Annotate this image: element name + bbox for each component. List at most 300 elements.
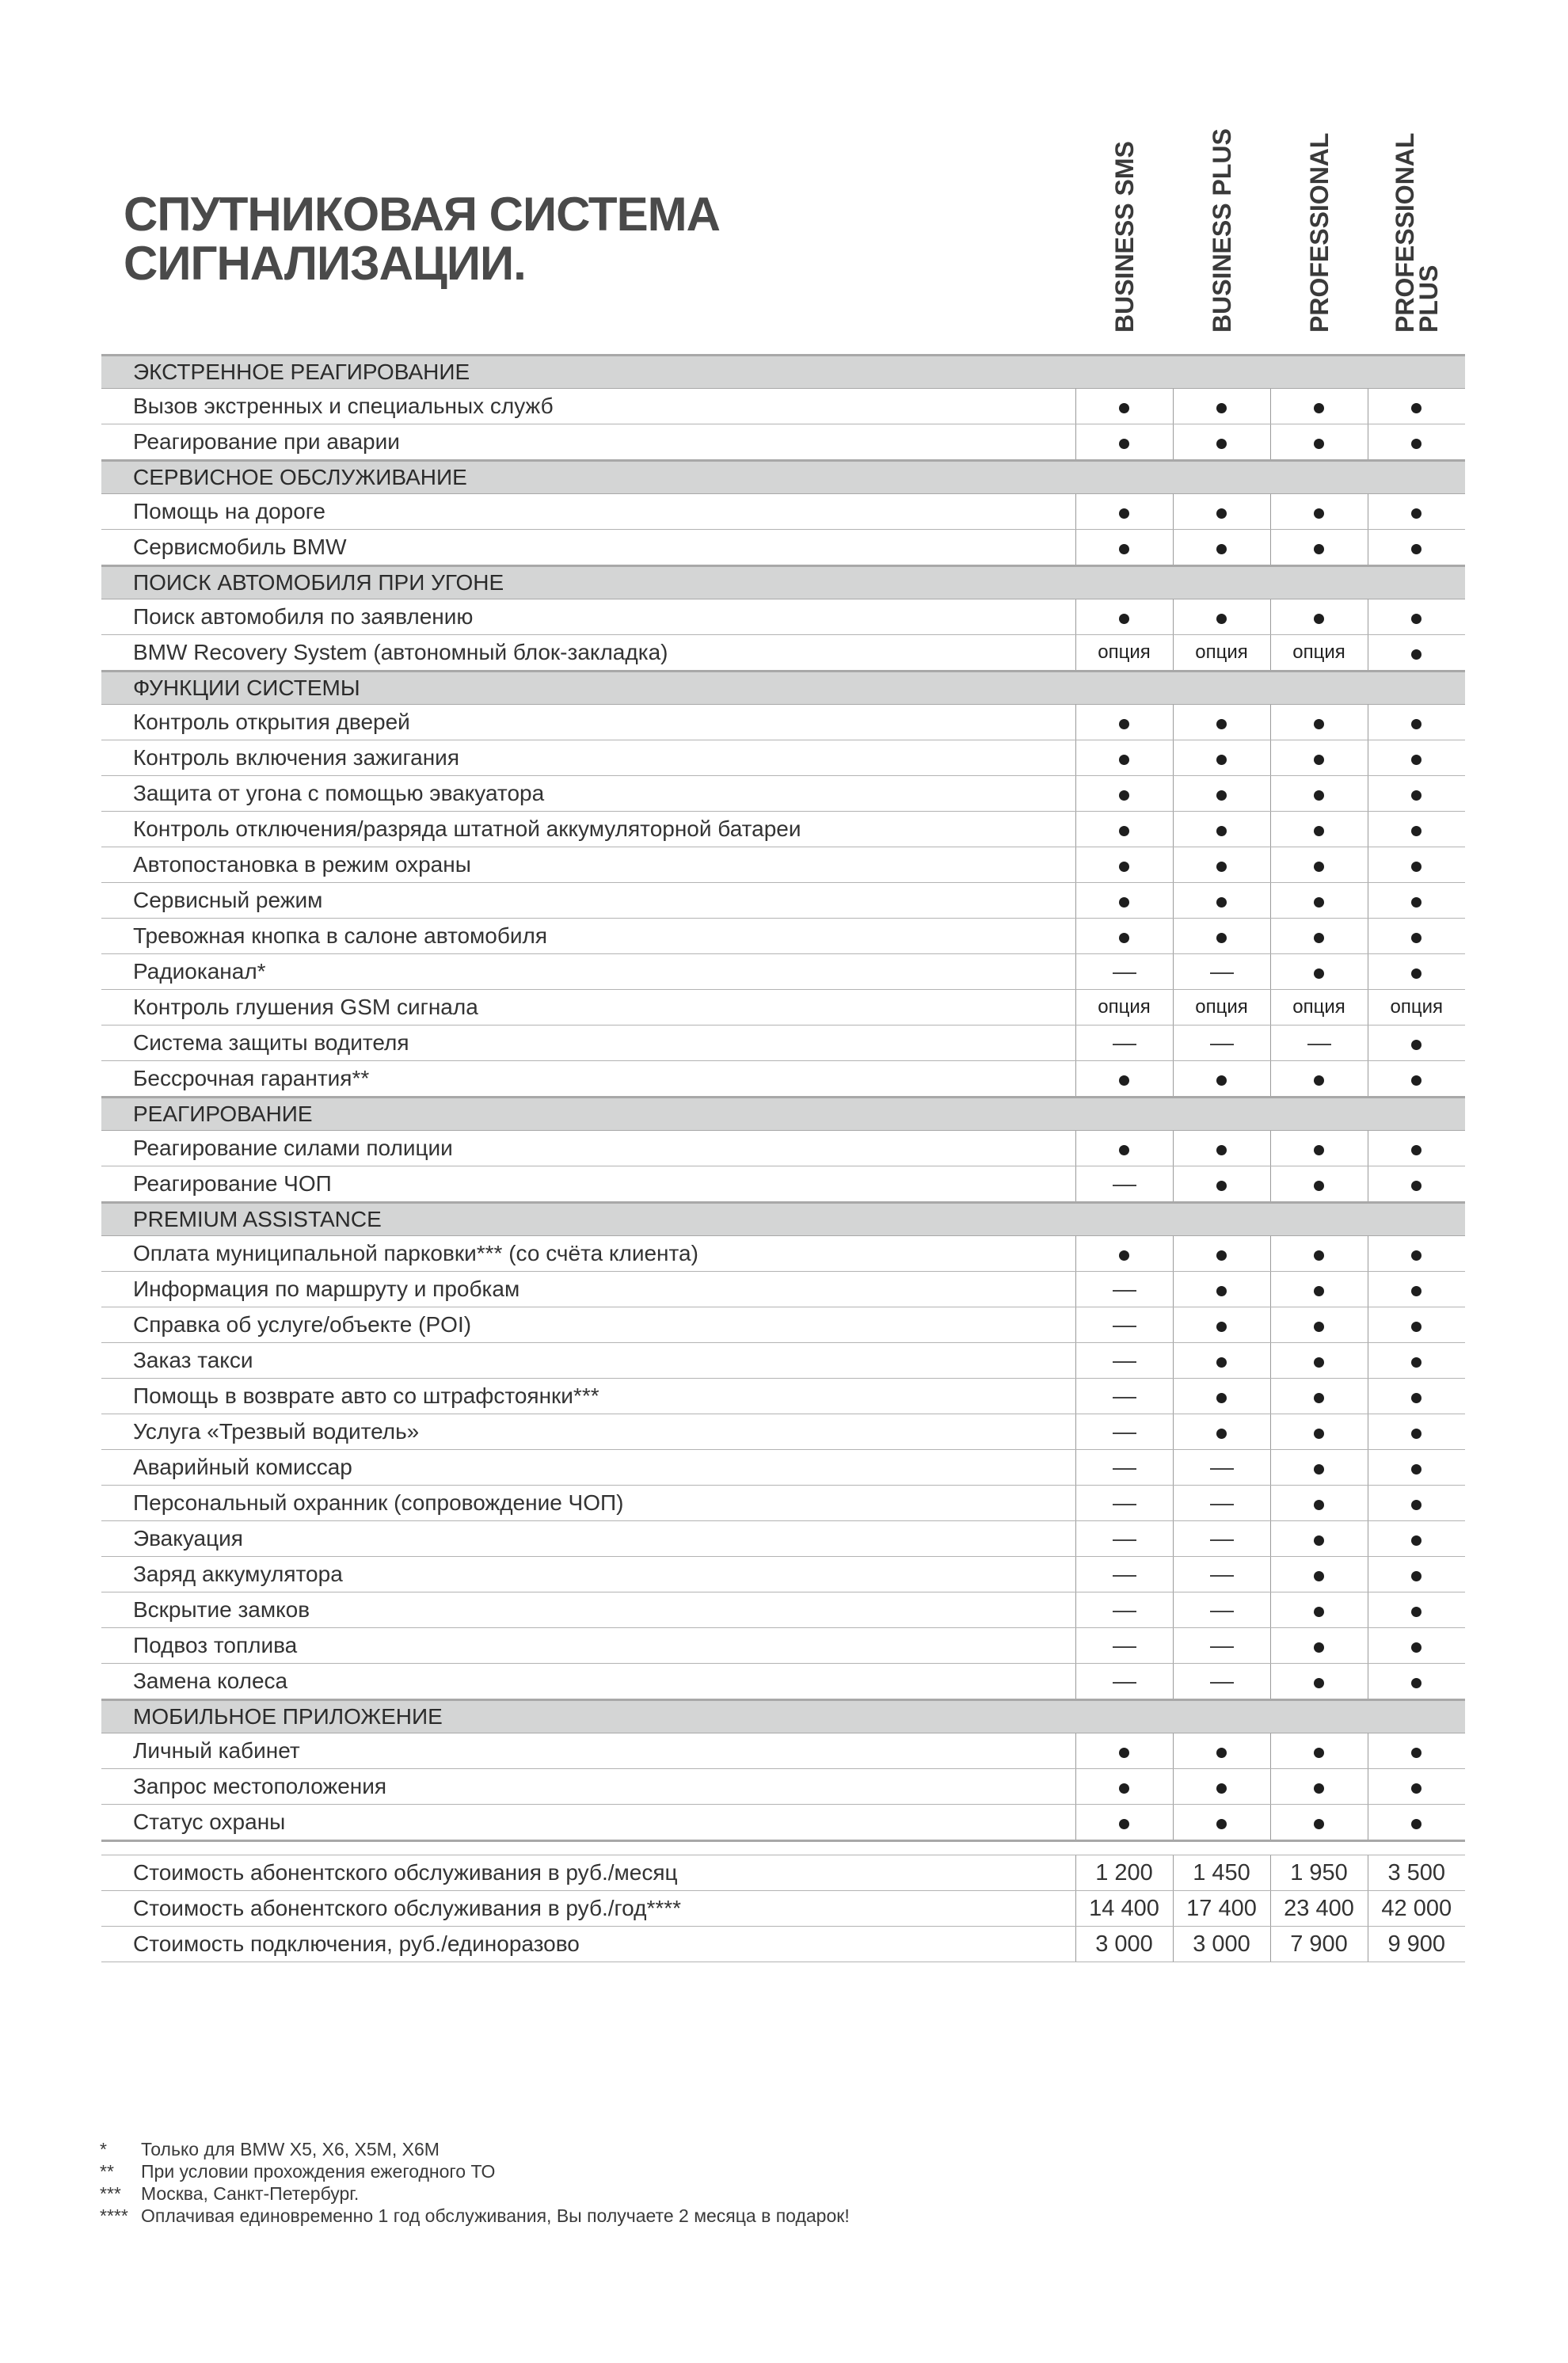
included-cell: [1173, 1805, 1270, 1841]
table-row: [101, 1343, 1465, 1379]
included-dot-icon: [1314, 1500, 1324, 1510]
not-available-cell: [1173, 1557, 1270, 1592]
feature-label: Замена колеса: [101, 1664, 1075, 1700]
table-row: [101, 883, 1465, 919]
dash-icon: [1307, 1044, 1331, 1045]
included-dot-icon: [1314, 1607, 1324, 1617]
footnote-text: Оплачивая единовременно 1 год обслуживания, Вы получаете 2 месяца в подарок!: [141, 2205, 850, 2226]
included-cell: [1075, 740, 1173, 776]
column-header: [1173, 119, 1270, 341]
not-available-cell: [1173, 1486, 1270, 1521]
feature-label: Помощь в возврате авто со штрафстоянки***: [101, 1379, 1075, 1414]
dash-icon: [1210, 1646, 1234, 1648]
section-row: [101, 461, 1465, 494]
section-title: ЭКСТРЕННОЕ РЕАГИРОВАНИЕ: [101, 356, 1465, 389]
feature-label: Реагирование при аварии: [101, 424, 1075, 461]
table-row: [101, 389, 1465, 424]
dash-icon: [1210, 1504, 1234, 1505]
footnote-mark: ****: [100, 2205, 128, 2226]
column-header: [1270, 119, 1368, 341]
included-dot-icon: [1119, 1145, 1129, 1155]
price-separator-cell: [101, 1841, 1465, 1855]
included-cell: [1270, 424, 1368, 461]
included-cell: [1075, 705, 1173, 740]
included-dot-icon: [1411, 544, 1421, 554]
included-cell: [1075, 883, 1173, 919]
included-cell: [1173, 1379, 1270, 1414]
table-row: [101, 1307, 1465, 1343]
included-dot-icon: [1216, 439, 1227, 449]
dash-icon: [1113, 1433, 1136, 1434]
included-cell: [1368, 1664, 1465, 1700]
included-cell: [1173, 424, 1270, 461]
dash-icon: [1113, 1361, 1136, 1363]
dash-icon: [1113, 1326, 1136, 1327]
included-dot-icon: [1314, 826, 1324, 836]
included-dot-icon: [1119, 544, 1129, 554]
not-available-cell: [1075, 1521, 1173, 1557]
table-row: [101, 990, 1465, 1025]
table-row: [101, 599, 1465, 635]
included-dot-icon: [1119, 755, 1129, 765]
included-dot-icon: [1411, 1464, 1421, 1474]
included-cell: [1270, 919, 1368, 954]
feature-label: Эвакуация: [101, 1521, 1075, 1557]
included-cell: [1270, 1733, 1368, 1769]
table-row: [101, 1166, 1465, 1203]
included-dot-icon: [1216, 1145, 1227, 1155]
included-cell: [1173, 740, 1270, 776]
included-dot-icon: [1119, 403, 1129, 413]
price-label: Стоимость абонентского обслуживания в руб./месяц: [101, 1855, 1075, 1891]
table-row: [101, 424, 1465, 461]
included-cell: [1173, 530, 1270, 566]
included-dot-icon: [1216, 1429, 1227, 1439]
included-dot-icon: [1216, 614, 1227, 624]
page-title: [124, 190, 720, 288]
dash-icon: [1113, 972, 1136, 974]
included-cell: [1270, 1307, 1368, 1343]
included-cell: [1368, 705, 1465, 740]
table-row: [101, 954, 1465, 990]
included-cell: [1270, 812, 1368, 847]
included-dot-icon: [1314, 544, 1324, 554]
not-available-cell: [1075, 1307, 1173, 1343]
included-cell: [1270, 883, 1368, 919]
footnote: [100, 2160, 1208, 2182]
footnote: [100, 2182, 1208, 2205]
section-row: [101, 356, 1465, 389]
included-cell: [1270, 1414, 1368, 1450]
included-cell: [1075, 1769, 1173, 1805]
included-dot-icon: [1216, 862, 1227, 872]
dash-icon: [1113, 1611, 1136, 1612]
included-cell: [1368, 1236, 1465, 1272]
not-available-cell: [1075, 1557, 1173, 1592]
column-header-line: BUSINESS SMS: [1109, 141, 1139, 333]
feature-label: Заказ такси: [101, 1343, 1075, 1379]
included-cell: [1368, 1450, 1465, 1486]
column-header: [1368, 119, 1465, 341]
included-cell: [1368, 883, 1465, 919]
included-dot-icon: [1314, 614, 1324, 624]
included-dot-icon: [1216, 1181, 1227, 1191]
dash-icon: [1210, 1682, 1234, 1684]
included-dot-icon: [1411, 508, 1421, 519]
included-dot-icon: [1411, 862, 1421, 872]
included-cell: [1270, 599, 1368, 635]
not-available-cell: [1173, 1664, 1270, 1700]
included-cell: [1173, 1272, 1270, 1307]
included-cell: [1270, 530, 1368, 566]
included-cell: [1173, 1733, 1270, 1769]
included-dot-icon: [1411, 1500, 1421, 1510]
included-cell: [1270, 740, 1368, 776]
included-dot-icon: [1411, 1429, 1421, 1439]
table-row: [101, 1061, 1465, 1098]
not-available-cell: [1075, 1166, 1173, 1203]
included-dot-icon: [1411, 1783, 1421, 1794]
included-cell: [1173, 1236, 1270, 1272]
included-dot-icon: [1314, 1145, 1324, 1155]
section-row: [101, 1203, 1465, 1236]
price-value: 7 900: [1270, 1927, 1368, 1962]
dash-icon: [1113, 1504, 1136, 1505]
price-row: [101, 1855, 1465, 1891]
included-dot-icon: [1119, 439, 1129, 449]
price-value: 9 900: [1368, 1927, 1465, 1962]
price-value: 3 500: [1368, 1855, 1465, 1891]
feature-label: Справка об услуге/объекте (POI): [101, 1307, 1075, 1343]
included-dot-icon: [1314, 1181, 1324, 1191]
feature-label: Заряд аккумулятора: [101, 1557, 1075, 1592]
included-dot-icon: [1216, 1286, 1227, 1296]
footnote-mark: ***: [100, 2183, 121, 2204]
feature-label: Сервисмобиль BMW: [101, 530, 1075, 566]
column-header-line: PLUS: [1414, 264, 1443, 333]
included-cell: [1270, 1236, 1368, 1272]
included-cell: [1368, 1521, 1465, 1557]
included-cell: [1270, 1450, 1368, 1486]
included-dot-icon: [1411, 1250, 1421, 1261]
included-dot-icon: [1216, 933, 1227, 943]
not-available-cell: [1270, 1025, 1368, 1061]
included-dot-icon: [1411, 1357, 1421, 1368]
included-cell: [1368, 740, 1465, 776]
included-dot-icon: [1411, 1571, 1421, 1581]
price-value: 23 400: [1270, 1891, 1368, 1927]
features-table: [101, 354, 1465, 1962]
table-row: [101, 530, 1465, 566]
price-value: 42 000: [1368, 1891, 1465, 1927]
feature-label: Радиоканал*: [101, 954, 1075, 990]
column-header-text: [1207, 128, 1236, 333]
included-cell: [1173, 1166, 1270, 1203]
included-dot-icon: [1216, 1322, 1227, 1332]
included-cell: [1075, 1131, 1173, 1166]
section-title: СЕРВИСНОЕ ОБСЛУЖИВАНИЕ: [101, 461, 1465, 494]
included-dot-icon: [1314, 439, 1324, 449]
feature-label: Защита от угона с помощью эвакуатора: [101, 776, 1075, 812]
included-cell: [1173, 1414, 1270, 1450]
table-row: [101, 1414, 1465, 1450]
included-cell: [1173, 883, 1270, 919]
included-cell: [1270, 1272, 1368, 1307]
included-cell: [1075, 1805, 1173, 1841]
included-dot-icon: [1119, 1783, 1129, 1794]
option-cell: опция: [1075, 990, 1173, 1025]
included-cell: [1173, 1061, 1270, 1098]
included-cell: [1270, 954, 1368, 990]
included-cell: [1075, 599, 1173, 635]
included-cell: [1075, 776, 1173, 812]
table-row: [101, 919, 1465, 954]
price-label: Стоимость подключения, руб./единоразово: [101, 1927, 1075, 1962]
feature-label: Реагирование ЧОП: [101, 1166, 1075, 1203]
column-header-text: [1304, 132, 1334, 333]
included-dot-icon: [1119, 897, 1129, 908]
included-cell: [1270, 1131, 1368, 1166]
included-dot-icon: [1411, 1393, 1421, 1403]
feature-label: Сервисный режим: [101, 883, 1075, 919]
feature-label: Вскрытие замков: [101, 1592, 1075, 1628]
price-separator: [101, 1841, 1465, 1855]
included-cell: [1368, 1769, 1465, 1805]
included-cell: [1270, 494, 1368, 530]
included-dot-icon: [1314, 897, 1324, 908]
included-dot-icon: [1411, 1748, 1421, 1758]
price-value: 1 200: [1075, 1855, 1173, 1891]
not-available-cell: [1173, 1521, 1270, 1557]
table-row: [101, 740, 1465, 776]
included-cell: [1368, 1414, 1465, 1450]
included-cell: [1368, 1343, 1465, 1379]
included-dot-icon: [1119, 1748, 1129, 1758]
included-cell: [1075, 424, 1173, 461]
included-dot-icon: [1411, 1040, 1421, 1050]
table-row: [101, 1025, 1465, 1061]
section-row: [101, 1700, 1465, 1733]
section-title: ПОИСК АВТОМОБИЛЯ ПРИ УГОНЕ: [101, 566, 1465, 599]
option-cell: опция: [1368, 990, 1465, 1025]
dash-icon: [1210, 972, 1234, 974]
included-dot-icon: [1119, 862, 1129, 872]
included-dot-icon: [1314, 1642, 1324, 1653]
included-cell: [1270, 1166, 1368, 1203]
included-cell: [1173, 389, 1270, 424]
included-dot-icon: [1314, 1075, 1324, 1086]
included-cell: [1368, 776, 1465, 812]
included-dot-icon: [1216, 1783, 1227, 1794]
not-available-cell: [1075, 1379, 1173, 1414]
dash-icon: [1210, 1539, 1234, 1541]
included-dot-icon: [1314, 1393, 1324, 1403]
price-value: 17 400: [1173, 1891, 1270, 1927]
option-cell: опция: [1270, 635, 1368, 672]
feature-label: Реагирование силами полиции: [101, 1131, 1075, 1166]
not-available-cell: [1075, 1414, 1173, 1450]
included-cell: [1075, 1733, 1173, 1769]
table-row: [101, 1486, 1465, 1521]
included-dot-icon: [1119, 933, 1129, 943]
table-row: [101, 635, 1465, 672]
dash-icon: [1210, 1575, 1234, 1577]
option-cell: опция: [1075, 635, 1173, 672]
section-row: [101, 566, 1465, 599]
section-title: PREMIUM ASSISTANCE: [101, 1203, 1465, 1236]
included-dot-icon: [1119, 1075, 1129, 1086]
included-cell: [1173, 919, 1270, 954]
included-cell: [1173, 599, 1270, 635]
table-row: [101, 1521, 1465, 1557]
included-cell: [1368, 635, 1465, 672]
included-cell: [1368, 1486, 1465, 1521]
included-cell: [1368, 1557, 1465, 1592]
included-cell: [1368, 1061, 1465, 1098]
included-cell: [1368, 812, 1465, 847]
included-dot-icon: [1411, 755, 1421, 765]
included-cell: [1075, 530, 1173, 566]
not-available-cell: [1075, 1592, 1173, 1628]
included-cell: [1173, 1769, 1270, 1805]
page-title-line-2: СИГНАЛИЗАЦИИ.: [124, 237, 526, 290]
section-row: [101, 1098, 1465, 1131]
dash-icon: [1113, 1185, 1136, 1186]
feature-label: Информация по маршруту и пробкам: [101, 1272, 1075, 1307]
included-cell: [1270, 1805, 1368, 1841]
included-cell: [1270, 1664, 1368, 1700]
price-value: 3 000: [1075, 1927, 1173, 1962]
feature-label: Автопостановка в режим охраны: [101, 847, 1075, 883]
included-cell: [1368, 1733, 1465, 1769]
footnote-text: Только для BMW X5, X6, X5M, X6M: [141, 2139, 440, 2159]
included-dot-icon: [1411, 1819, 1421, 1829]
column-headers: [1075, 119, 1465, 341]
included-cell: [1173, 847, 1270, 883]
included-cell: [1270, 1769, 1368, 1805]
feature-label: BMW Recovery System (автономный блок-закладка): [101, 635, 1075, 672]
footnote: [100, 2205, 1208, 2227]
included-dot-icon: [1411, 1322, 1421, 1332]
included-dot-icon: [1411, 1145, 1421, 1155]
included-cell: [1368, 1025, 1465, 1061]
included-cell: [1173, 812, 1270, 847]
included-dot-icon: [1216, 1250, 1227, 1261]
included-dot-icon: [1119, 826, 1129, 836]
dash-icon: [1113, 1539, 1136, 1541]
included-dot-icon: [1314, 1678, 1324, 1688]
column-header-line: PROFESSIONAL: [1390, 132, 1419, 333]
included-cell: [1075, 1061, 1173, 1098]
feature-label: Тревожная кнопка в салоне автомобиля: [101, 919, 1075, 954]
included-cell: [1270, 1343, 1368, 1379]
table-row: [101, 1450, 1465, 1486]
included-dot-icon: [1411, 649, 1421, 660]
table-row: [101, 847, 1465, 883]
included-dot-icon: [1314, 1357, 1324, 1368]
included-cell: [1368, 1805, 1465, 1841]
included-dot-icon: [1411, 897, 1421, 908]
feature-label: Персональный охранник (сопровождение ЧОП): [101, 1486, 1075, 1521]
included-cell: [1270, 1486, 1368, 1521]
included-cell: [1368, 494, 1465, 530]
table-row: [101, 812, 1465, 847]
table-row: [101, 1131, 1465, 1166]
included-dot-icon: [1411, 790, 1421, 801]
included-cell: [1368, 424, 1465, 461]
feature-label: Поиск автомобиля по заявлению: [101, 599, 1075, 635]
included-dot-icon: [1314, 1464, 1324, 1474]
included-dot-icon: [1216, 719, 1227, 729]
included-dot-icon: [1314, 403, 1324, 413]
feature-label: Контроль отключения/разряда штатной аккумуляторной батареи: [101, 812, 1075, 847]
included-dot-icon: [1411, 1535, 1421, 1546]
included-dot-icon: [1411, 1181, 1421, 1191]
table-row: [101, 1592, 1465, 1628]
included-dot-icon: [1411, 1607, 1421, 1617]
included-dot-icon: [1314, 790, 1324, 801]
column-header-line: PROFESSIONAL: [1304, 132, 1334, 333]
included-dot-icon: [1216, 544, 1227, 554]
included-cell: [1075, 812, 1173, 847]
included-dot-icon: [1314, 1322, 1324, 1332]
included-cell: [1173, 776, 1270, 812]
included-cell: [1270, 1061, 1368, 1098]
footnote-text: При условии прохождения ежегодного ТО: [141, 2161, 496, 2182]
included-cell: [1368, 1307, 1465, 1343]
included-cell: [1368, 954, 1465, 990]
included-dot-icon: [1119, 614, 1129, 624]
included-dot-icon: [1314, 933, 1324, 943]
price-value: 1 950: [1270, 1855, 1368, 1891]
included-dot-icon: [1411, 826, 1421, 836]
feature-label: Оплата муниципальной парковки*** (со счёта клиента): [101, 1236, 1075, 1272]
not-available-cell: [1075, 1486, 1173, 1521]
included-cell: [1270, 1521, 1368, 1557]
option-cell: опция: [1173, 635, 1270, 672]
included-dot-icon: [1314, 1783, 1324, 1794]
included-dot-icon: [1216, 403, 1227, 413]
footnotes: [100, 2138, 1208, 2227]
section-title: МОБИЛЬНОЕ ПРИЛОЖЕНИЕ: [101, 1700, 1465, 1733]
included-dot-icon: [1216, 1393, 1227, 1403]
feature-label: Статус охраны: [101, 1805, 1075, 1841]
footnote-text: Москва, Санкт-Петербург.: [141, 2183, 360, 2204]
price-value: 3 000: [1173, 1927, 1270, 1962]
included-cell: [1368, 1628, 1465, 1664]
feature-label: Контроль глушения GSM сигнала: [101, 990, 1075, 1025]
included-dot-icon: [1411, 719, 1421, 729]
included-dot-icon: [1314, 1429, 1324, 1439]
section-row: [101, 672, 1465, 705]
included-dot-icon: [1314, 1571, 1324, 1581]
dash-icon: [1113, 1575, 1136, 1577]
table-row: [101, 1769, 1465, 1805]
feature-label: Услуга «Трезвый водитель»: [101, 1414, 1075, 1450]
included-dot-icon: [1216, 897, 1227, 908]
dash-icon: [1113, 1468, 1136, 1470]
table-row: [101, 1557, 1465, 1592]
not-available-cell: [1075, 1450, 1173, 1486]
option-cell: опция: [1270, 990, 1368, 1025]
included-cell: [1368, 1272, 1465, 1307]
included-dot-icon: [1314, 508, 1324, 519]
included-cell: [1075, 494, 1173, 530]
table-row: [101, 1628, 1465, 1664]
column-header-line: BUSINESS PLUS: [1207, 128, 1236, 333]
price-value: 1 450: [1173, 1855, 1270, 1891]
included-dot-icon: [1119, 719, 1129, 729]
